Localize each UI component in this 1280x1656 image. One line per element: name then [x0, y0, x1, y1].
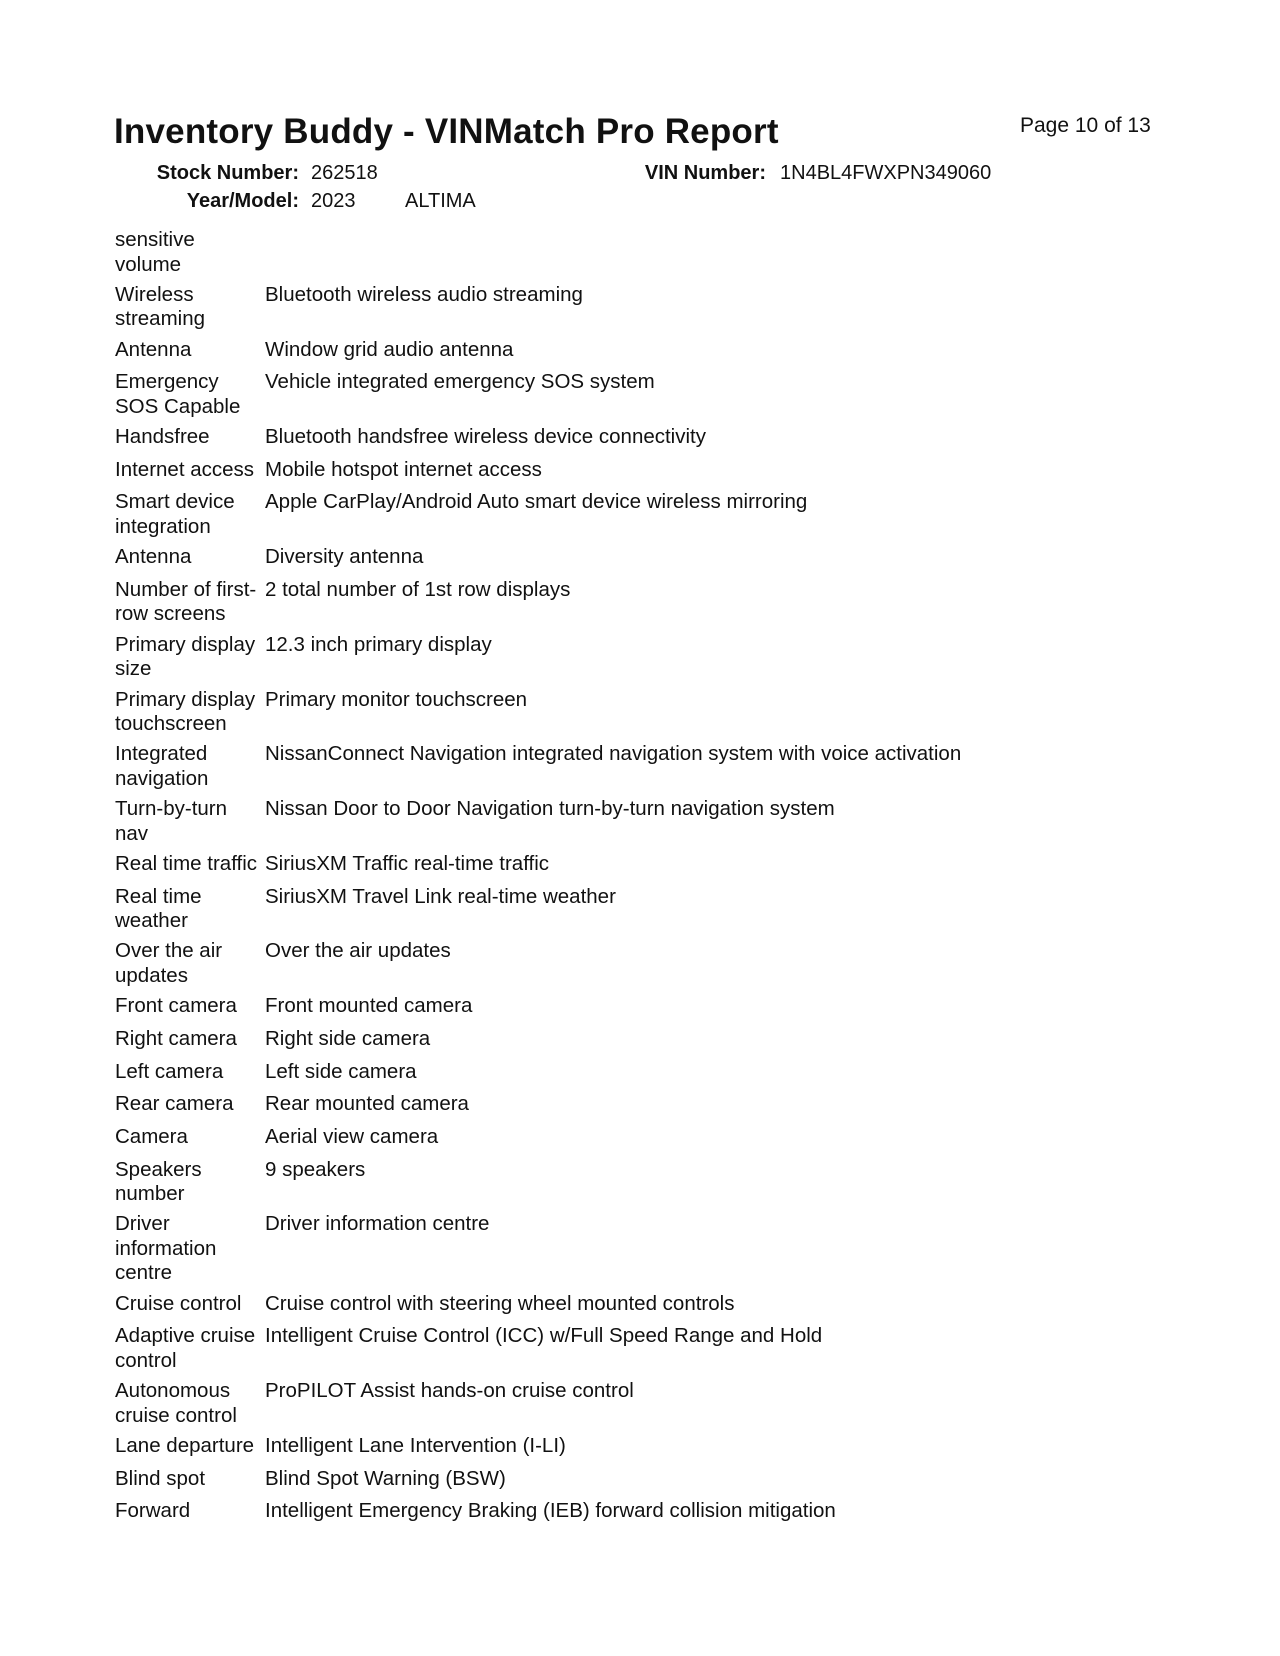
feature-value: Over the air updates	[265, 939, 451, 963]
feature-table	[115, 228, 1015, 1532]
feature-value: ProPILOT Assist hands-on cruise control	[265, 1379, 634, 1403]
feature-value: Right side camera	[265, 1026, 431, 1050]
feature-label: Antenna	[115, 337, 192, 361]
feature-label: Adaptive cruise control	[115, 1324, 256, 1372]
feature-row	[115, 228, 1015, 283]
feature-value: Bluetooth handsfree wireless device connectivity	[265, 425, 706, 449]
feature-row	[115, 994, 1015, 1027]
feature-row	[115, 797, 1015, 852]
feature-row	[115, 1060, 1015, 1093]
feature-row	[115, 939, 1015, 994]
feature-row	[115, 1499, 1015, 1532]
vin-number-label: VIN Number:	[644, 162, 766, 184]
feature-row	[115, 852, 1015, 885]
feature-row	[115, 688, 1015, 743]
feature-row	[115, 1467, 1015, 1500]
feature-label: Driver information centre	[115, 1212, 217, 1285]
feature-value: Mobile hotspot internet access	[265, 457, 542, 481]
feature-label: Integrated navigation	[115, 742, 209, 790]
feature-row	[115, 1027, 1015, 1060]
feature-value: Rear mounted camera	[265, 1092, 469, 1116]
feature-row	[115, 885, 1015, 940]
year-value: 2023	[311, 190, 356, 212]
feature-value: Bluetooth wireless audio streaming	[265, 282, 583, 306]
feature-row	[115, 545, 1015, 578]
feature-label: Front camera	[115, 994, 237, 1018]
feature-label: Speakers number	[115, 1157, 202, 1206]
feature-label: Internet access	[115, 457, 255, 481]
feature-value: Cruise control with steering wheel mounted controls	[265, 1291, 735, 1315]
feature-label: Lane departure	[115, 1434, 255, 1458]
feature-row	[115, 1324, 1015, 1379]
feature-label: Left camera	[115, 1059, 224, 1083]
feature-value: Front mounted camera	[265, 994, 473, 1018]
feature-label: Over the air updates	[115, 939, 223, 987]
feature-row	[115, 578, 1015, 633]
feature-row	[115, 1212, 1015, 1291]
feature-value: Left side camera	[265, 1059, 417, 1083]
feature-label: Smart device integration	[115, 490, 235, 538]
feature-label: Autonomous cruise control	[115, 1379, 237, 1427]
feature-label: Forward	[115, 1499, 191, 1523]
feature-value: 2 total number of 1st row displays	[265, 577, 571, 601]
feature-value: Blind Spot Warning (BSW)	[265, 1466, 506, 1490]
feature-label: Handsfree	[115, 425, 210, 449]
feature-row	[115, 338, 1015, 371]
feature-value: Vehicle integrated emergency SOS system	[265, 370, 655, 394]
feature-row	[115, 283, 1015, 338]
stock-number-value: 262518	[311, 162, 378, 184]
feature-row	[115, 490, 1015, 545]
feature-value: Window grid audio antenna	[265, 337, 514, 361]
feature-label: Cruise control	[115, 1291, 242, 1315]
feature-row	[115, 633, 1015, 688]
feature-value: Intelligent Lane Intervention (I-LI)	[265, 1434, 566, 1458]
feature-row	[115, 1434, 1015, 1467]
feature-row	[115, 1092, 1015, 1125]
feature-row	[115, 370, 1015, 425]
feature-row	[115, 425, 1015, 458]
feature-label: Wireless streaming	[115, 282, 206, 331]
feature-row	[115, 1292, 1015, 1325]
feature-label: Primary display touchscreen	[115, 687, 256, 736]
feature-row	[115, 1379, 1015, 1434]
report-title: Inventory Buddy - VINMatch Pro Report	[114, 112, 779, 151]
feature-label: Antenna	[115, 545, 192, 569]
feature-label: Right camera	[115, 1026, 237, 1050]
feature-value: Intelligent Emergency Braking (IEB) forward collision mitigation	[265, 1499, 836, 1523]
feature-value: 12.3 inch primary display	[265, 632, 492, 656]
feature-label: Emergency SOS Capable	[115, 370, 241, 418]
feature-value: Primary monitor touchscreen	[265, 687, 528, 711]
feature-value: NissanConnect Navigation integrated navigation system with voice activation	[265, 742, 962, 766]
feature-label: sensitive volume	[115, 228, 195, 276]
feature-row	[115, 1158, 1015, 1213]
stock-number-label: Stock Number:	[156, 162, 299, 184]
feature-label: Primary display size	[115, 632, 256, 681]
feature-label: Number of first- row screens	[115, 577, 257, 626]
feature-value: Aerial view camera	[265, 1124, 439, 1148]
vin-number-value: 1N4BL4FWXPN349060	[780, 162, 992, 184]
feature-row	[115, 742, 1015, 797]
feature-row	[115, 458, 1015, 491]
feature-label: Turn-by-turn nav	[115, 797, 228, 845]
page-number: Page 10 of 13	[1020, 114, 1151, 137]
feature-label: Real time weather	[115, 884, 202, 933]
feature-label: Real time traffic	[115, 851, 258, 875]
feature-label: Rear camera	[115, 1092, 234, 1116]
feature-value: Diversity antenna	[265, 545, 424, 569]
model-value: ALTIMA	[405, 190, 476, 212]
feature-value: Apple CarPlay/Android Auto smart device wireless mirroring	[265, 490, 808, 514]
year-model-label: Year/Model:	[186, 190, 299, 212]
feature-value: SiriusXM Traffic real-time traffic	[265, 851, 550, 875]
feature-value: 9 speakers	[265, 1157, 366, 1181]
feature-value: SiriusXM Travel Link real-time weather	[265, 884, 616, 908]
feature-label: Blind spot	[115, 1466, 206, 1490]
feature-value: Nissan Door to Door Navigation turn-by-turn navigation system	[265, 797, 835, 821]
feature-label: Camera	[115, 1124, 188, 1148]
feature-value: Intelligent Cruise Control (ICC) w/Full Speed Range and Hold	[265, 1324, 823, 1348]
feature-value: Driver information centre	[265, 1212, 490, 1236]
feature-row	[115, 1125, 1015, 1158]
